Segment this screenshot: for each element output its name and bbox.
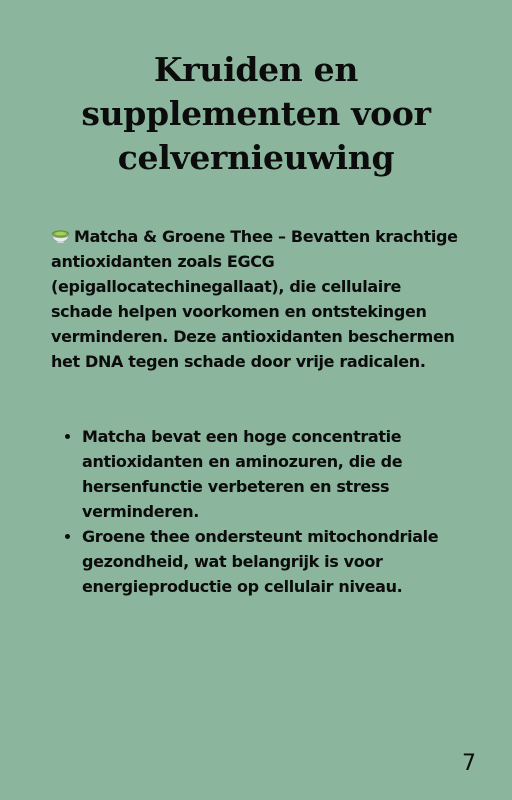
- bullet-list: [51, 424, 467, 599]
- title-line: Kruiden en: [153, 50, 359, 89]
- page-title: [40, 48, 472, 180]
- intro-text: Matcha & Groene Thee – Bevatten krachtige antioxidanten zoals EGCG (epigallocatechinegallaat), die cellulaire schade helpen voorkomen en ontstekingen verminderen. Deze antioxidanten beschermen het DNA tegen schade door vrije radicalen.: [51, 227, 458, 371]
- list-item: • Groene thee ondersteunt mitochondriale gezondheid, wat belangrijk is voor energieproductie op cellulair niveau.: [82, 524, 467, 599]
- title-line: supplementen voor: [81, 94, 431, 133]
- title-line: celvernieuwing: [117, 138, 395, 177]
- matcha-bowl-icon: [51, 228, 70, 244]
- intro-paragraph: [51, 224, 467, 374]
- list-item: • Matcha bevat een hoge concentratie antioxidanten en aminozuren, die de hersenfunctie verbeteren en stress verminderen.: [82, 424, 467, 524]
- page-number: 7: [462, 751, 476, 776]
